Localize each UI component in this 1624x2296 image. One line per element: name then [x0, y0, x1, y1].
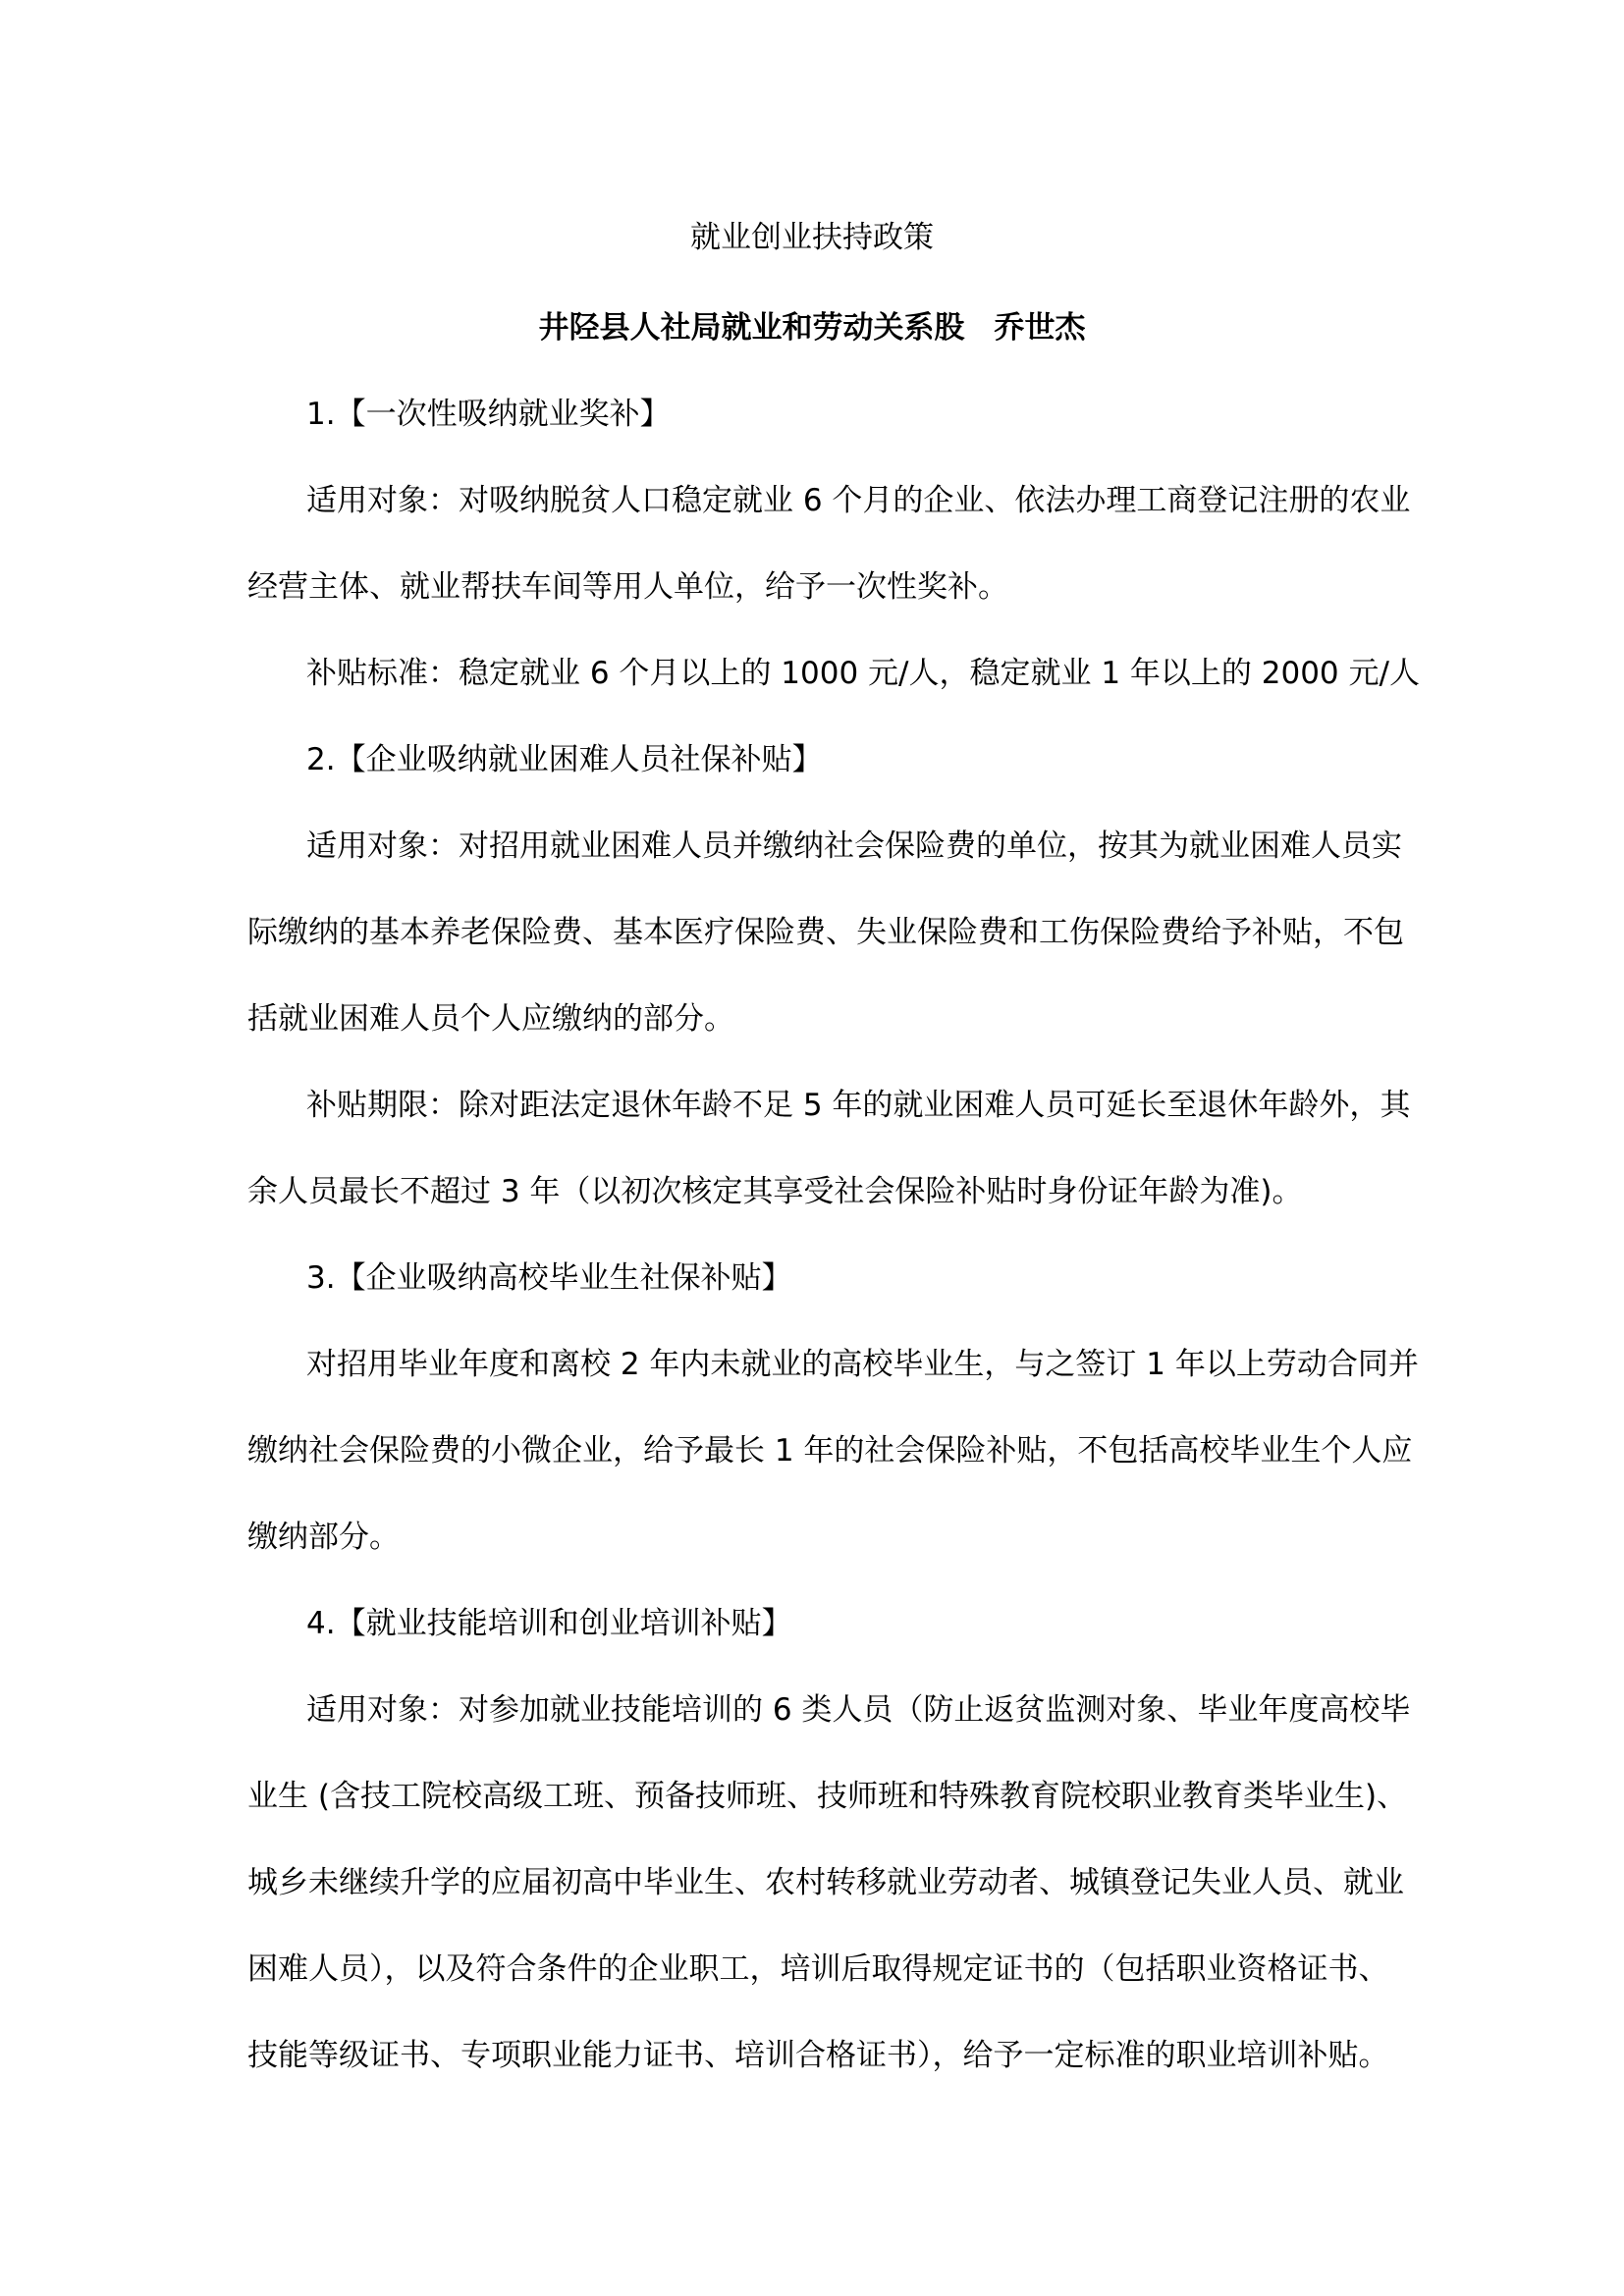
paragraph-line: 对招用毕业年度和离校 2 年内未就业的高校毕业生，与之签订 1 年以上劳动合同并	[306, 1347, 1419, 1382]
subtitle-author: 乔世杰	[994, 310, 1086, 346]
section-heading-4: 4.【就业技能培训和创业培训补贴】	[306, 1606, 792, 1641]
paragraph-line: 困难人员），以及符合条件的企业职工，培训后取得规定证书的（包括职业资格证书、	[247, 1951, 1389, 1987]
section-heading-3: 3.【企业吸纳高校毕业生社保补贴】	[306, 1260, 792, 1296]
paragraph-line: 经营主体、就业帮扶车间等用人单位，给予一次性奖补。	[247, 569, 1008, 605]
paragraph-line: 补贴标准：稳定就业 6 个月以上的 1000 元/人，稳定就业 1 年以上的 2000 元/人	[306, 656, 1420, 691]
paragraph-line: 适用对象：对参加就业技能培训的 6 类人员（防止返贫监测对象、毕业年度高校毕	[306, 1692, 1411, 1728]
paragraph-line: 城乡未继续升学的应届初高中毕业生、农村转移就业劳动者、城镇登记失业人员、就业	[247, 1865, 1404, 1900]
paragraph-line: 余人员最长不超过 3 年（以初次核定其享受社会保险补贴时身份证年龄为准)。	[247, 1174, 1303, 1209]
paragraph-line: 括就业困难人员个人应缴纳的部分。	[247, 1001, 734, 1037]
paragraph-line: 际缴纳的基本养老保险费、基本医疗保险费、失业保险费和工伤保险费给予补贴，不包	[247, 915, 1404, 950]
paragraph-line: 补贴期限：除对距法定退休年龄不足 5 年的就业困难人员可延长至退休年龄外，其	[306, 1088, 1411, 1123]
subtitle-org: 井陉县人社局就业和劳动关系股	[538, 310, 965, 346]
paragraph-line: 业生 (含技工院校高级工班、预备技师班、技师班和特殊教育院校职业教育类毕业生)、	[247, 1779, 1408, 1814]
paragraph-line: 适用对象：对招用就业困难人员并缴纳社会保险费的单位，按其为就业困难人员实	[306, 828, 1402, 864]
section-heading-1: 1.【一次性吸纳就业奖补】	[306, 397, 671, 432]
paragraph-line: 缴纳部分。	[247, 1520, 400, 1555]
section-heading-2: 2.【企业吸纳就业困难人员社保补贴】	[306, 742, 823, 777]
paragraph-line: 技能等级证书、专项职业能力证书、培训合格证书），给予一定标准的职业培训补贴。	[247, 2038, 1389, 2073]
paragraph-line: 缴纳社会保险费的小微企业，给予最长 1 年的社会保险补贴，不包括高校毕业生个人应	[247, 1433, 1413, 1468]
document-subtitle	[0, 308, 1624, 347]
paragraph-line: 适用对象：对吸纳脱贫人口稳定就业 6 个月的企业、依法办理工商登记注册的农业	[306, 483, 1411, 518]
document-title: 就业创业扶持政策	[690, 220, 934, 255]
